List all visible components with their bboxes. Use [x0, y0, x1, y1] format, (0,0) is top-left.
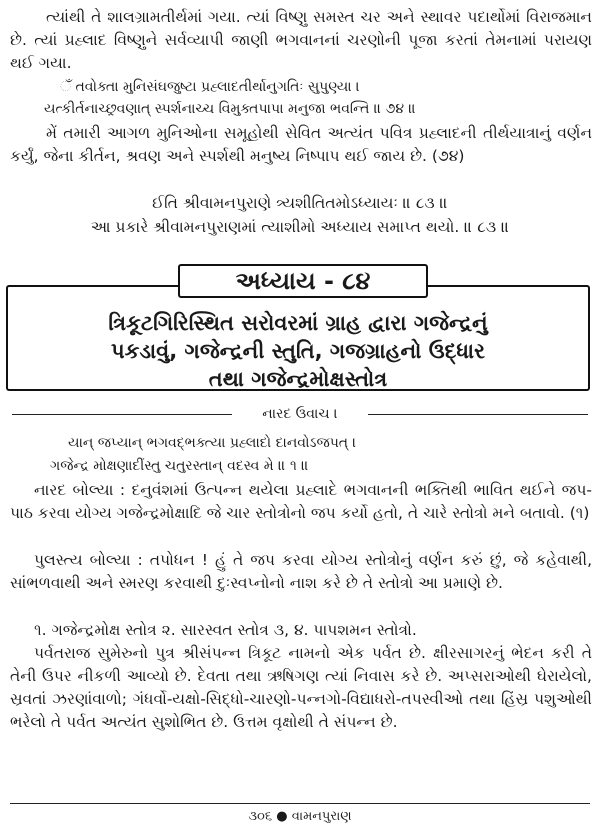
book-title: વામનપુરાણ [291, 809, 352, 824]
paragraph-pulastya: પુલસ્ત્ય બોલ્યા : તપોધન ! હું તે જપ કરવા યોગ્ય સ્તોત્રોનું વર્ણન કરું છું, જે કહેવાથી, સાંભળવાથી અને સ્મરણ કરવાથી દુઃસ્વપ્નોનો નાશ કરે છે તે સ્તોત્રો આ પ્રમાણે છે. [10, 551, 592, 592]
speaker-label: નારદ ઉવાચ । [262, 406, 338, 422]
paragraph-narada: નારદ બોલ્યા : દનુવંશમાં ઉત્પન્ન થયેલા પ્રહ્લાદે ભગવાનની ભક્તિથી ભાવિત થઈને જપ-પાઠ કરવા યોગ્ય ગજેન્દ્રમોક્ષાદિ જે ચાર સ્તોત્રોનો જપ કર્યો હતો, તે ચારે સ્તોત્રો મને બતાવો. (૧) [10, 481, 592, 522]
shloka-74-line1: ઁ તવોક્તા મુનિસંઘજુષ્ટા પ્રહ્લાદતીર્થાનુગતિઃ સુપુણ્યા । [60, 79, 360, 95]
chapter-title-box [6, 285, 590, 391]
speaker-line [0, 402, 600, 426]
speaker-rule-left [12, 414, 232, 415]
chapter-title [8, 309, 588, 393]
chapter-heading: અધ્યાય - ૮૪ [178, 264, 428, 298]
footer-text [10, 809, 590, 824]
paragraph-shaligram: ત્યાંથી તે શાલગ્રામતીર્થમાં ગયા. ત્યાં વિષ્ણુ સમસ્ત ચર અને સ્થાવર પદાર્થોમાં વિરાજમાન છે. ત્યાં પ્રહ્લાદ વિષ્ણુને સર્વવ્યાપી જાણી ભગવાનનાં ચરણોની પૂજા કરતાં તેમનામાં પરાયણ થઈ ગયા. [10, 8, 592, 72]
bullet-icon: ● [276, 809, 288, 824]
shloka-1-line2: ગજેન્દ્ર મોક્ષણાદીંસ્તુ ચતુરસ્તાન્ વદસ્વ મે ॥ ૧ ॥ [50, 458, 309, 474]
page-number: ૩૦૬ [248, 809, 273, 824]
chapter-title-line3: તથા ગજેન્દ્રમોક્ષસ્તોત્ર [208, 367, 388, 391]
paragraph-trikuta: પર્વતરાજ સુમેરુનો પુત્ર શ્રીસંપન્ન ત્રિકૂટ નામનો એક પર્વત છે. ક્ષીરસાગરનું ભેદન કરી તે તેની ઉપર નીકળી આવ્યો છે. દેવતા તથા ઋષિગણ ત્યાં નિવાસ કરે છે. અપ્સરાઓથી ઘેરાયેલો, સ્રવતાં ઝરણાંવાળો; ગંધર્વો-યક્ષો-સિદ્ધો-ચારણો-પન્નગો-વિદ્યાધરો-તપસ્વીઓ તથા હિંસ્ર પશુઓથી ભરેલો તે પર્વત અત્યંત સુશોભિત છે. ઉત્તમ વૃક્ષોથી તે સંપન્ન છે. [10, 644, 592, 731]
page-footer [10, 803, 590, 832]
chapter-title-line1: ત્રિકૂટગિરિસ્થિત સરોવરમાં ગ્રાહ દ્વારા ગજેન્દ્રનું [108, 311, 488, 335]
paragraph-translation-74: મેં તમારી આગળ મુનિઓના સમૂહોથી સેવિત અત્યંત પવિત્ર પ્રહ્લાદની તીર્થયાત્રાનું વર્ણન કર્યું, જેના કીર્તન, શ્રવણ અને સ્પર્શથી મનુષ્ય નિષ્પાપ થઈ જાય છે. (૭૪) [10, 124, 592, 165]
stotra-list: ૧. ગજેન્દ્રમોક્ષ સ્તોત્ર ૨. સારસ્વત સ્તોત્ર ૩, ૪. પાપશમન સ્તોત્રો. [34, 621, 417, 639]
colophon-gujarati: આ પ્રકારે શ્રીવામનપુરાણમાં ત્યાશીમો અધ્યાય સમાપ્ત થયો. ॥ ૮૩ ॥ [90, 218, 510, 236]
shloka-1-line1: યાન્ જપ્યાન્ ભગવદ્ભક્ત્યા પ્રહ્લાદો દાનવોઽજપત્ । [68, 435, 357, 451]
chapter-title-line2: પકડાવું, ગજેન્દ્રની સ્તુતિ, ગજગ્રાહનો ઉદ્ધાર [111, 339, 485, 363]
shloka-74-line2: યત્કીર્તનાચ્છ્રવણાત્ સ્પર્શનાચ્ચ વિમુક્તપાપા મનુજા ભવન્તિ ॥ ૭૪ ॥ [44, 101, 416, 117]
speaker-rule-right [368, 414, 588, 415]
colophon-sanskrit: ઈતિ શ્રીવામનપુરાણે ત્ર્યશીતિતમોઽધ્યાયઃ ॥ ૮૩ ॥ [152, 194, 448, 212]
